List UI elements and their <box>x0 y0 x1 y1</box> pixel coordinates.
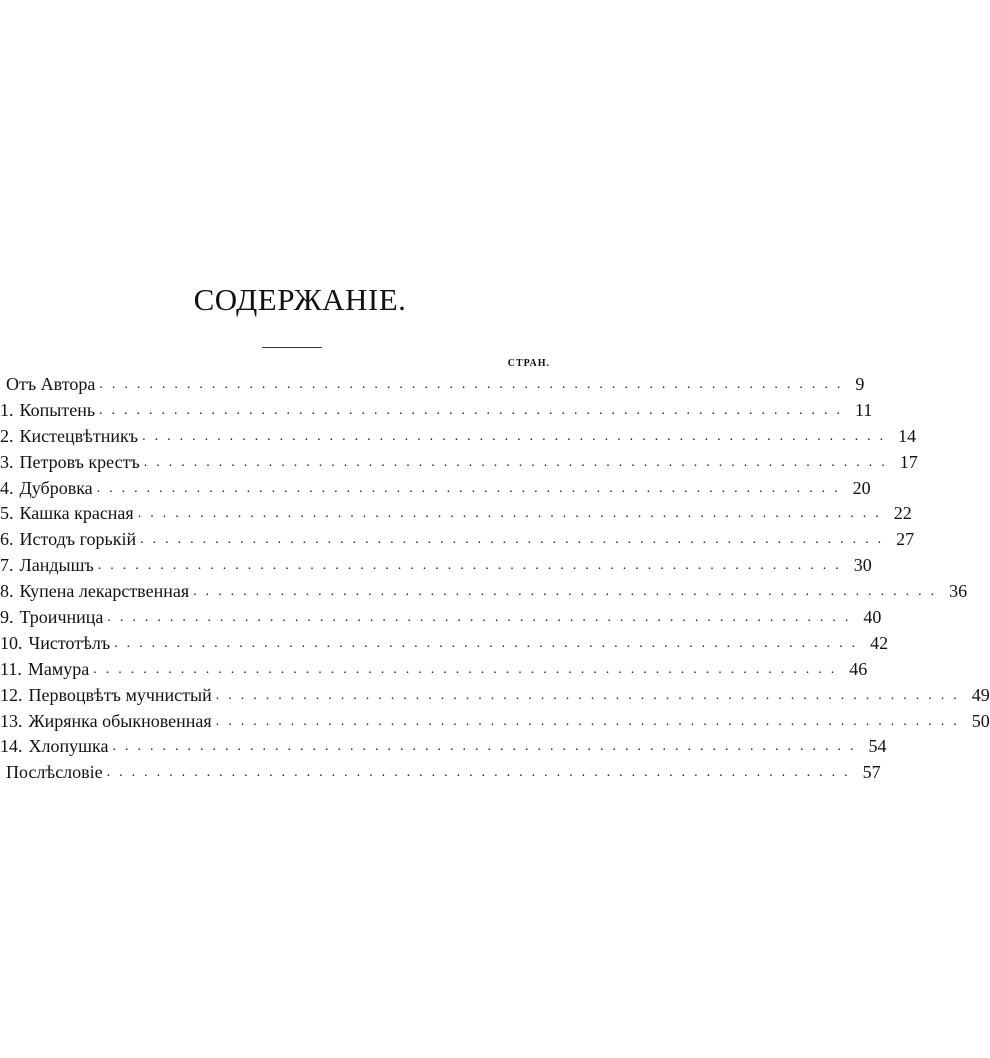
entry-title: Копытень <box>20 398 100 424</box>
toc-entry <box>0 605 882 631</box>
entry-page-number: 27 <box>890 527 914 553</box>
entry-title: Кашка красная <box>20 501 138 527</box>
entry-number: 6. <box>0 529 14 550</box>
toc-entry <box>0 631 889 657</box>
entry-page-number: 20 <box>847 476 871 502</box>
entry-page-number: 49 <box>966 683 990 709</box>
entry-page-number: 50 <box>966 709 990 735</box>
toc-entry <box>0 709 990 735</box>
dot-leader: ............................................................ <box>112 739 863 755</box>
dot-leader: ............................................................ <box>140 532 891 548</box>
entry-title: Троичница <box>20 605 108 631</box>
dot-leader: ............................................................ <box>215 713 966 729</box>
entry-number: 5. <box>0 503 14 524</box>
entry-title: Мамура <box>28 657 93 683</box>
entry-page-number: 54 <box>862 734 886 760</box>
dot-leader: ............................................................ <box>193 584 944 600</box>
entry-title: Дубровка <box>20 476 97 502</box>
entry-title: Ландышъ <box>20 553 98 579</box>
dot-leader: ............................................................ <box>93 661 844 677</box>
entry-page-number: 9 <box>849 372 864 398</box>
entry-page-number: 11 <box>849 398 872 424</box>
title-divider <box>262 347 322 348</box>
entry-title: Истодъ горькiй <box>20 527 141 553</box>
entry-page-number: 36 <box>943 579 967 605</box>
entry-page-number: 57 <box>857 760 881 786</box>
entry-title: Петровъ крестъ <box>20 450 144 476</box>
entry-title: Кистецвѣтникъ <box>20 424 143 450</box>
dot-leader: ............................................................ <box>215 687 966 703</box>
entry-number: 7. <box>0 555 14 576</box>
entry-page-number: 14 <box>892 424 916 450</box>
entry-page-number: 40 <box>857 605 881 631</box>
entry-number: 2. <box>0 425 14 446</box>
toc-entry <box>0 760 881 786</box>
entry-number: 8. <box>0 581 14 602</box>
dot-leader: ............................................................ <box>97 558 848 574</box>
table-of-contents <box>0 372 990 786</box>
entry-page-number: 17 <box>894 450 918 476</box>
entry-title: Первоцвѣтъ мучнистый <box>29 683 216 709</box>
toc-entry <box>0 450 918 476</box>
page-title: СОДЕРЖАНIЕ. <box>193 282 407 317</box>
entry-number: 3. <box>0 451 14 472</box>
dot-leader: ............................................................ <box>99 377 850 392</box>
entry-page-number: 46 <box>843 657 867 683</box>
toc-entry <box>0 734 887 760</box>
toc-entry <box>0 501 912 527</box>
entry-title: Жирянка обыкновенная <box>29 709 216 735</box>
entry-number: 11. <box>0 658 22 679</box>
dot-leader: ............................................................ <box>107 610 858 626</box>
entry-page-number: 42 <box>864 631 888 657</box>
toc-entry <box>0 398 873 424</box>
entry-title: Купена лекарственная <box>20 579 194 605</box>
dot-leader: ............................................................ <box>99 402 850 418</box>
toc-entry <box>0 579 968 605</box>
entry-title: Хлопушка <box>29 734 113 760</box>
entry-number: 13. <box>0 710 23 731</box>
toc-entry <box>0 657 868 683</box>
entry-title: Чистотѣлъ <box>29 631 115 657</box>
toc-entry <box>0 683 990 709</box>
dot-leader: ............................................................ <box>96 480 847 496</box>
toc-entry <box>0 372 865 398</box>
page-column-header: СТРАН. <box>507 358 550 369</box>
toc-entry <box>0 424 917 450</box>
entry-title: Отъ Автора <box>6 372 99 398</box>
dot-leader: ............................................................ <box>114 635 865 651</box>
dot-leader: ............................................................ <box>142 428 893 444</box>
entry-number: 9. <box>0 607 14 628</box>
entry-page-number: 22 <box>888 501 912 527</box>
entry-number: 10. <box>0 632 23 653</box>
dot-leader: ............................................................ <box>137 506 888 522</box>
dot-leader: ............................................................ <box>143 454 894 470</box>
entry-page-number: 30 <box>848 553 872 579</box>
entry-title: Послѣсловiе <box>6 760 107 786</box>
entry-number: 1. <box>0 399 14 420</box>
entry-number: 4. <box>0 477 14 498</box>
entry-number: 12. <box>0 684 23 705</box>
toc-entry <box>0 476 871 502</box>
toc-entry <box>0 527 915 553</box>
entry-number: 14. <box>0 736 23 757</box>
toc-entry <box>0 553 872 579</box>
dot-leader: ............................................................ <box>106 765 857 781</box>
